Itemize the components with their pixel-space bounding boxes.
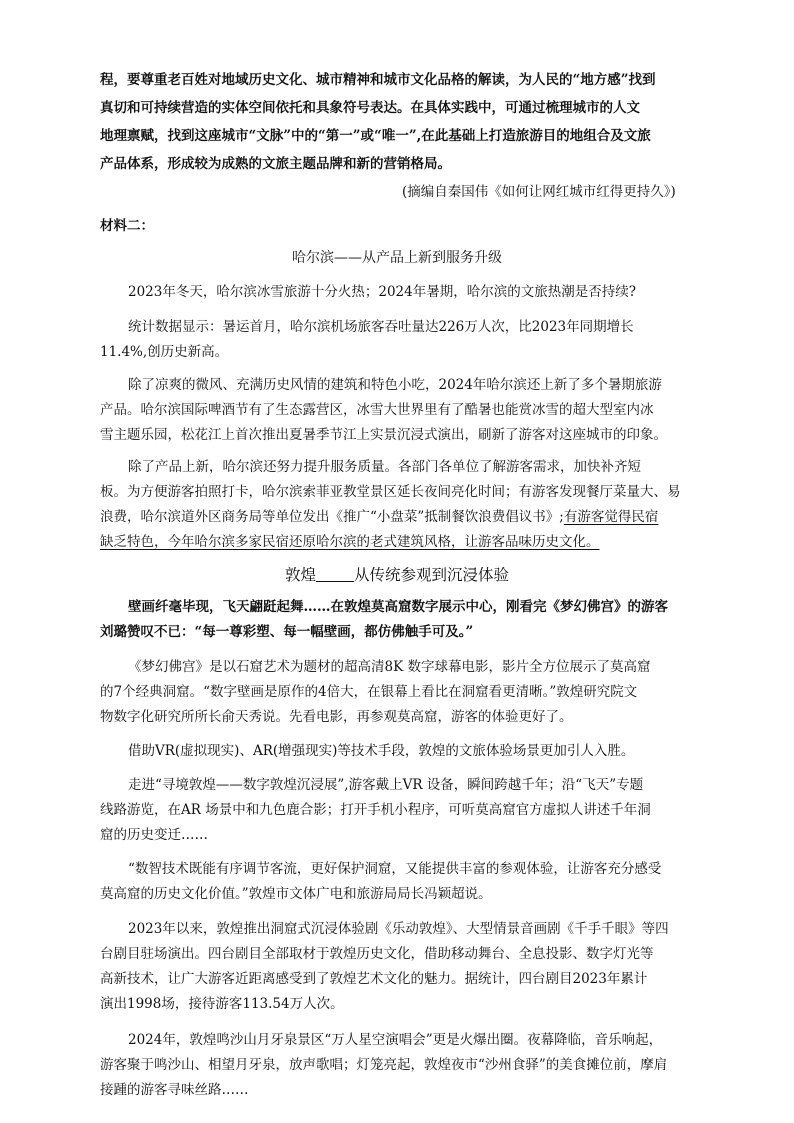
title-blank [316, 567, 354, 582]
dunhuang-p3: 借助VR(虚拟现实)、AR(增强现实)等技术手段，敦煌的文旅体验场景更加引人入胜。 [128, 743, 635, 759]
harbin-p4-line3-text: 浪费，哈尔滨道外区商务局等单位发出《推广“小盘菜”抵制餐饮浪费倡议书》; [100, 509, 564, 525]
dunhuang-title-b: 从传统参观到沉浸体验 [354, 566, 510, 584]
intro-line-3: 地理禀赋，找到这座城市“文脉”中的“第一”或“唯一”,在此基础上打造旅游目的地组合及文旅 [100, 128, 651, 144]
intro-line-4: 产品体系，形成较为成熟的文旅主题品牌和新的营销格局。 [100, 156, 451, 172]
dunhuang-title [0, 563, 794, 585]
harbin-p3-line1: 除了凉爽的微风、充满历史风情的建筑和特色小吃，2024年哈尔滨还上新了多个暑期旅游 [128, 377, 662, 393]
dunhuang-p5-line1: “数智技术既能有序调节客流，更好保护洞窟，又能提供丰富的参观体验，让游客充分感受 [128, 861, 662, 877]
harbin-underlined-sentence-a: 有游客觉得民宿 [563, 509, 659, 525]
dunhuang-p6-line4: 演出1998场，接待游客113.54万人次。 [100, 996, 344, 1012]
dunhuang-p2-line1: 《梦幻佛宫》是以石窟艺术为题材的超高清8K 数字球幕电影，影片全方位展示了莫高窟 [128, 659, 651, 675]
dunhuang-p1-line1: 壁画纤毫毕现，飞天翩跹起舞……在敦煌莫高窟数字展示中心，刚看完《梦幻佛宫》的游客 [128, 599, 668, 615]
dunhuang-p6-line1: 2023年以来，敦煌推出洞窟式沉浸体验剧《乐动敦煌》、大型情景音画剧《千手千眼》等四 [128, 921, 669, 937]
harbin-p3-line2: 产品。哈尔滨国际啤酒节有了生态露营区，冰雪大世界里有了酷暑也能赏冰雪的超大型室内冰 [100, 402, 654, 418]
intro-line-2: 真切和可持续营造的实体空间依托和具象符号表达。在具体实践中，可通过梳理城市的人文 [100, 100, 640, 116]
harbin-underlined-sentence-b: 缺乏特色，今年哈尔滨多家民宿还原哈尔滨的老式建筑风格，让游客品味历史文化。 [100, 534, 600, 550]
harbin-p2-line2: 11.4%,创历史新高。 [100, 344, 229, 360]
harbin-p1: 2023年冬天，哈尔滨冰雪旅游十分火热；2024年暑期，哈尔滨的文旅热潮是否持续? [128, 284, 636, 300]
dunhuang-p4-line2: 线路游览，在AR 场景中和九色鹿合影；打开手机小程序，可听莫高窟官方虚拟人讲述千年洞 [100, 802, 651, 818]
dunhuang-p5-line2: 莫高窟的历史文化价值。”敦煌市文体广电和旅游局局长冯颖超说。 [100, 886, 492, 902]
dunhuang-p4-line1: 走进“寻境敦煌——数字敦煌沉浸展”,游客戴上VR 设备，瞬间跨越千年；沿“飞天”专题 [128, 777, 644, 793]
dunhuang-p1-line2: 刘璐赞叹不已：“每一尊彩塑、每一幅壁画，都仿佛触手可及。” [100, 624, 474, 640]
citation: (摘编自秦国伟《如何让网红城市红得更持久》) [402, 184, 676, 200]
dunhuang-p6-line2: 台剧目驻场演出。四台剧目全部取材于敦煌历史文化，借助移动舞台、全息投影、数字灯光等 [100, 946, 654, 962]
dunhuang-p7-line2: 游客聚于鸣沙山、相望月牙泉，放声歌唱；灯笼亮起，敦煌夜市“沙州食驿”的美食摊位前，摩肩 [100, 1057, 668, 1073]
dunhuang-p6-line3: 高新技术，让广大游客近距离感受到了敦煌艺术文化的魅力。据统计，四台剧目2023年累计 [100, 971, 648, 987]
harbin-p4-line1: 除了产品上新，哈尔滨还努力提升服务质量。各部门各单位了解游客需求，加快补齐短 [128, 459, 641, 475]
dunhuang-p2-line2: 的7个经典洞窟。“数字壁画是原作的4倍大，在银幕上看比在洞窟看更清晰。”敦煌研究院文 [100, 684, 638, 700]
harbin-p4-line2: 板。为方便游客拍照打卡，哈尔滨索菲亚教堂景区延长夜间亮化时间；有游客发现餐厅菜量大、易 [100, 484, 681, 500]
dunhuang-p2-line3: 物数字化研究所所长俞天秀说。先看电影，再参观莫高窟，游客的体验更好了。 [100, 709, 573, 725]
harbin-p4-line3 [100, 505, 658, 529]
dunhuang-p7-line3: 接踵的游客寻味丝路…… [100, 1082, 249, 1098]
harbin-title: 哈尔滨——从产品上新到服务升级 [292, 250, 502, 266]
dunhuang-p7-line1: 2024年，敦煌鸣沙山月牙泉景区“万人星空演唱会”更是火爆出圈。夜幕降临，音乐响起， [128, 1032, 663, 1048]
material-two-label: 材料二： [100, 218, 154, 234]
dunhuang-p4-line3: 窟的历史变迁…… [100, 827, 208, 843]
intro-line-1: 程，要尊重老百姓对地域历史文化、城市精神和城市文化品格的解读，为人民的“地方感”找到 [100, 72, 656, 88]
harbin-p3-line3: 雪主题乐园，松花江上首次推出夏暑季节江上实景沉浸式演出，刷新了游客对这座城市的印象。 [100, 427, 667, 443]
harbin-p2-line1: 统计数据显示：暑运首月，哈尔滨机场旅客吞吐量达226万人次，比2023年同期增长 [128, 319, 634, 335]
dunhuang-title-a: 敦煌 [284, 566, 316, 584]
